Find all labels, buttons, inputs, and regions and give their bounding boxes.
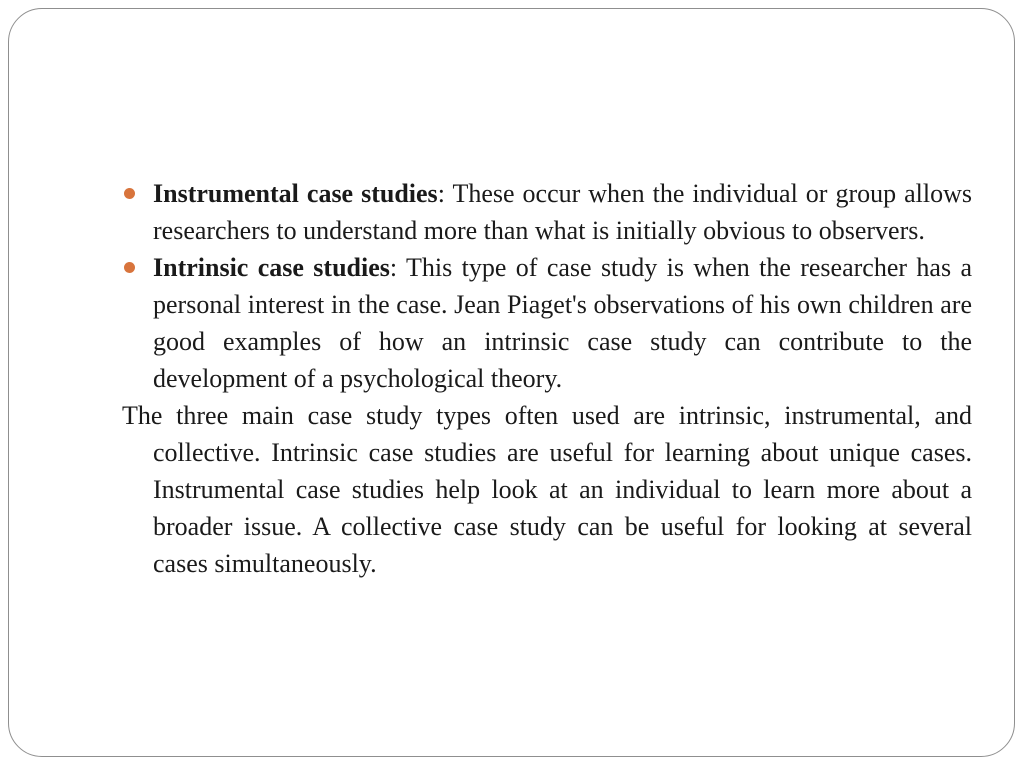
bullet-intrinsic — [122, 249, 972, 397]
bullet-dot-icon — [124, 188, 135, 199]
bullet-text: This type of case study is when the researcher has a personal interest in the case. Jean Piaget's observations of his own children are good examples of how an intrinsic case study can contribute to the development of a psychological theory. — [153, 253, 972, 393]
bullet-separator: : — [437, 179, 453, 208]
bullet-instrumental — [122, 175, 972, 249]
bullet-separator: : — [389, 253, 407, 282]
bullet-term: Intrinsic case studies — [153, 253, 390, 282]
bullet-dot-icon — [124, 262, 135, 273]
slide-frame — [8, 8, 1015, 757]
bullet-term: Instrumental case studies — [153, 179, 438, 208]
bullet-text: These occur when the individual or group allows researchers to understand more than what is initially obvious to observers. — [153, 179, 973, 245]
slide-content — [122, 175, 972, 582]
summary-paragraph: The three main case study types often used are intrinsic, instrumental, and collective. Intrinsic case studies are useful for learning about unique cases. Instrumental case studies help look at an individual to learn more about a broader issue. A collective case study can be useful for looking at several cases simultaneously. — [122, 401, 972, 578]
